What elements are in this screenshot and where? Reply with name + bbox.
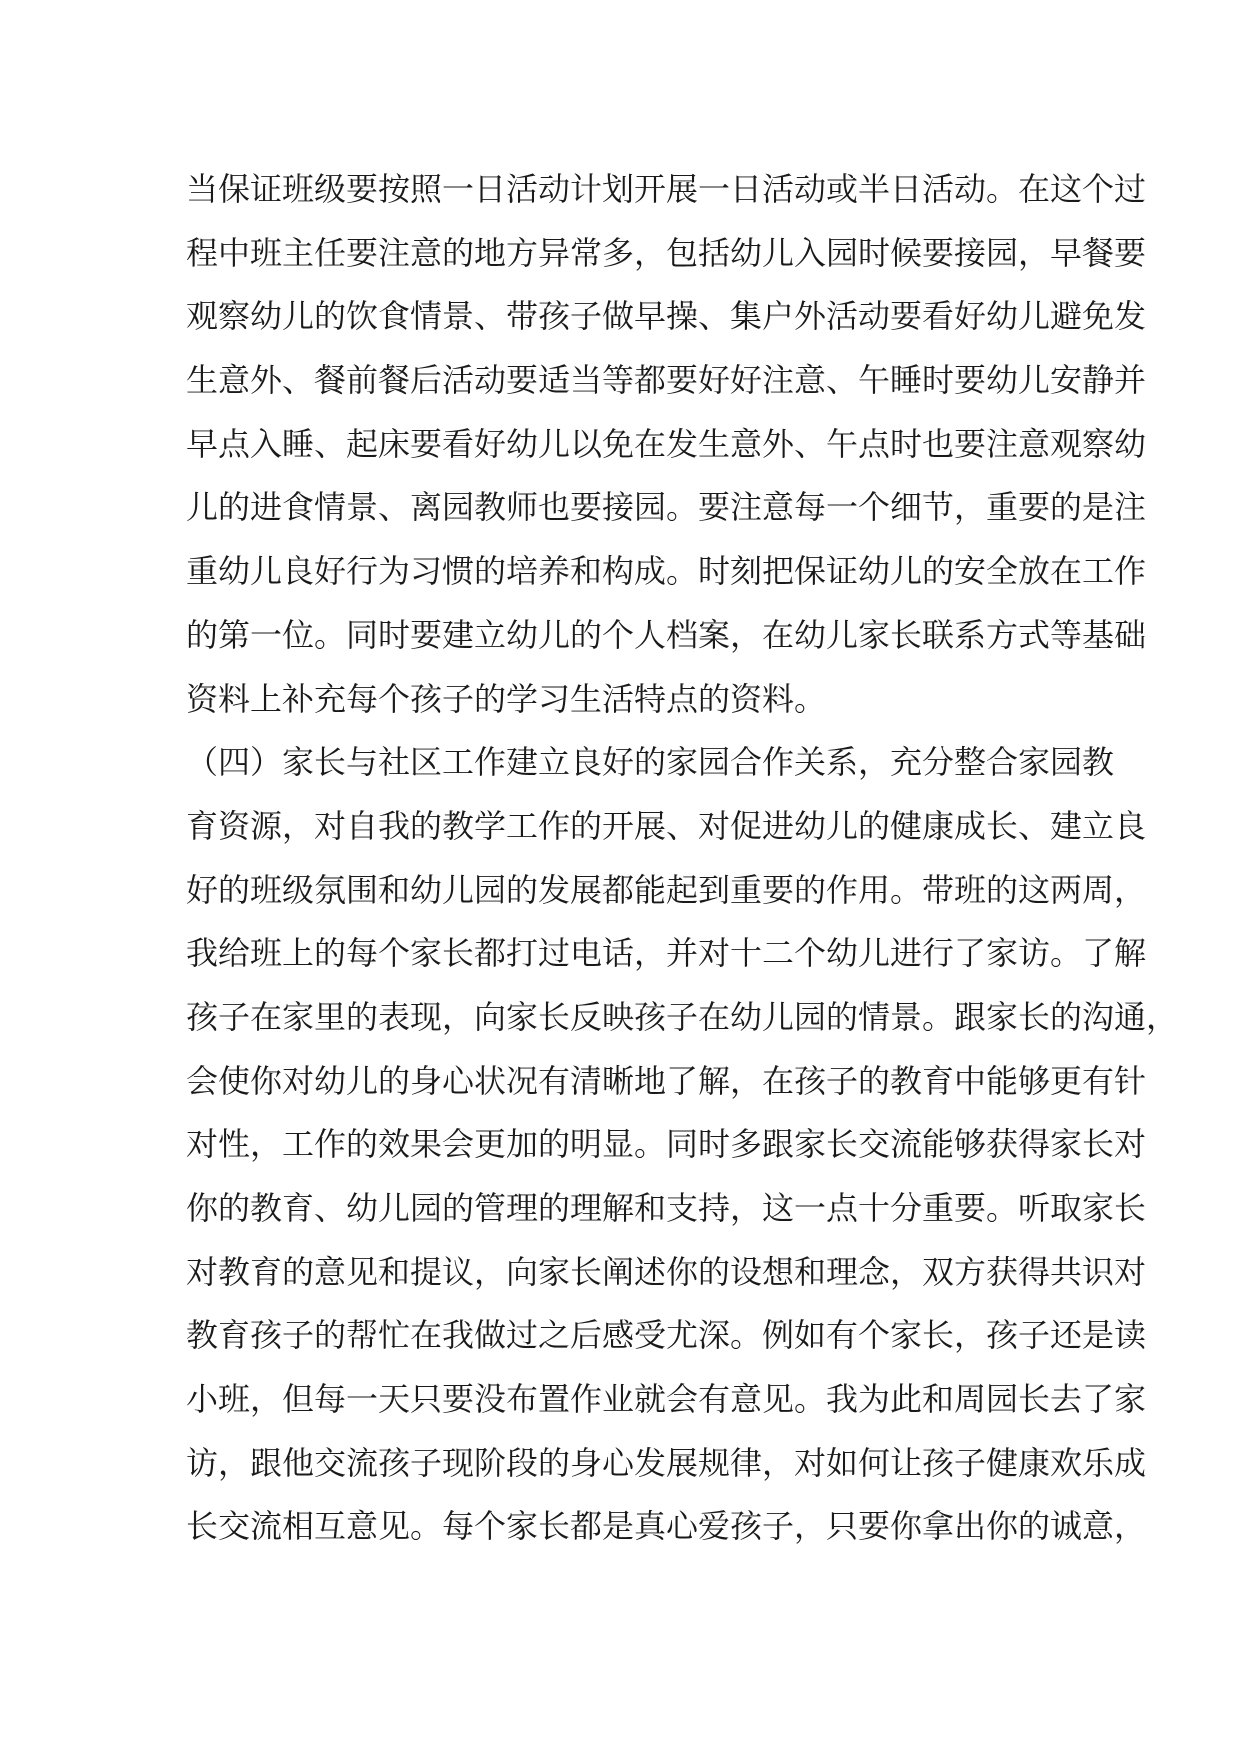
text-line: 访，跟他交流孩子现阶段的身心发展规律，对如何让孩子健康欢乐成 <box>186 1443 1147 1482</box>
text-line: 小班，但每一天只要没布置作业就会有意见。我为此和周园长去了家 <box>186 1380 1147 1419</box>
text-line: 资料上补充每个孩子的学习生活特点的资料。 <box>186 679 827 718</box>
text-line: 观察幼儿的饮食情景、带孩子做早操、集户外活动要看好幼儿避免发 <box>186 297 1147 336</box>
text-line: 会使你对幼儿的身心状况有清晰地了解，在孩子的教育中能够更有针 <box>186 1061 1147 1100</box>
text-line: （四）家长与社区工作建立良好的家园合作关系，充分整合家园教 <box>186 743 1115 782</box>
text-line: 重幼儿良好行为习惯的培养和构成。时刻把保证幼儿的安全放在工作 <box>186 552 1147 591</box>
text-line: 对教育的意见和提议，向家长阐述你的设想和理念，双方获得共识对 <box>186 1252 1147 1291</box>
text-line: 长交流相互意见。每个家长都是真心爱孩子，只要你拿出你的诚意， <box>186 1507 1147 1546</box>
body-text <box>186 158 1179 1559</box>
text-line: 当保证班级要按照一日活动计划开展一日活动或半日活动。在这个过 <box>186 170 1147 208</box>
text-line: 教育孩子的帮忙在我做过之后感受尤深。例如有个家长，孩子还是读 <box>186 1316 1147 1355</box>
text-line: 育资源，对自我的教学工作的开展、对促进幼儿的健康成长、建立良 <box>186 806 1147 845</box>
text-line: 对性，工作的效果会更加的明显。同时多跟家长交流能够获得家长对 <box>186 1125 1147 1164</box>
text-line: 你的教育、幼儿园的管理的理解和支持，这一点十分重要。听取家长 <box>186 1189 1147 1227</box>
text-line: 好的班级氛围和幼儿园的发展都能起到重要的作用。带班的这两周， <box>186 870 1147 909</box>
text-line: 程中班主任要注意的地方异常多，包括幼儿入园时候要接园，早餐要 <box>186 233 1147 272</box>
text-line: 孩子在家里的表现，向家长反映孩子在幼儿园的情景。跟家长的沟通， <box>186 997 1179 1036</box>
text-line: 儿的进食情景、离园教师也要接园。要注意每一个细节，重要的是注 <box>186 488 1147 527</box>
text-line: 的第一位。同时要建立幼儿的个人档案，在幼儿家长联系方式等基础 <box>186 615 1147 654</box>
text-line: 生意外、餐前餐后活动要适当等都要好好注意、午睡时要幼儿安静并 <box>186 361 1147 400</box>
text-line: 我给班上的每个家长都打过电话，并对十二个幼儿进行了家访。了解 <box>186 934 1147 973</box>
text-line: 早点入睡、起床要看好幼儿以免在发生意外、午点时也要注意观察幼 <box>186 424 1147 463</box>
